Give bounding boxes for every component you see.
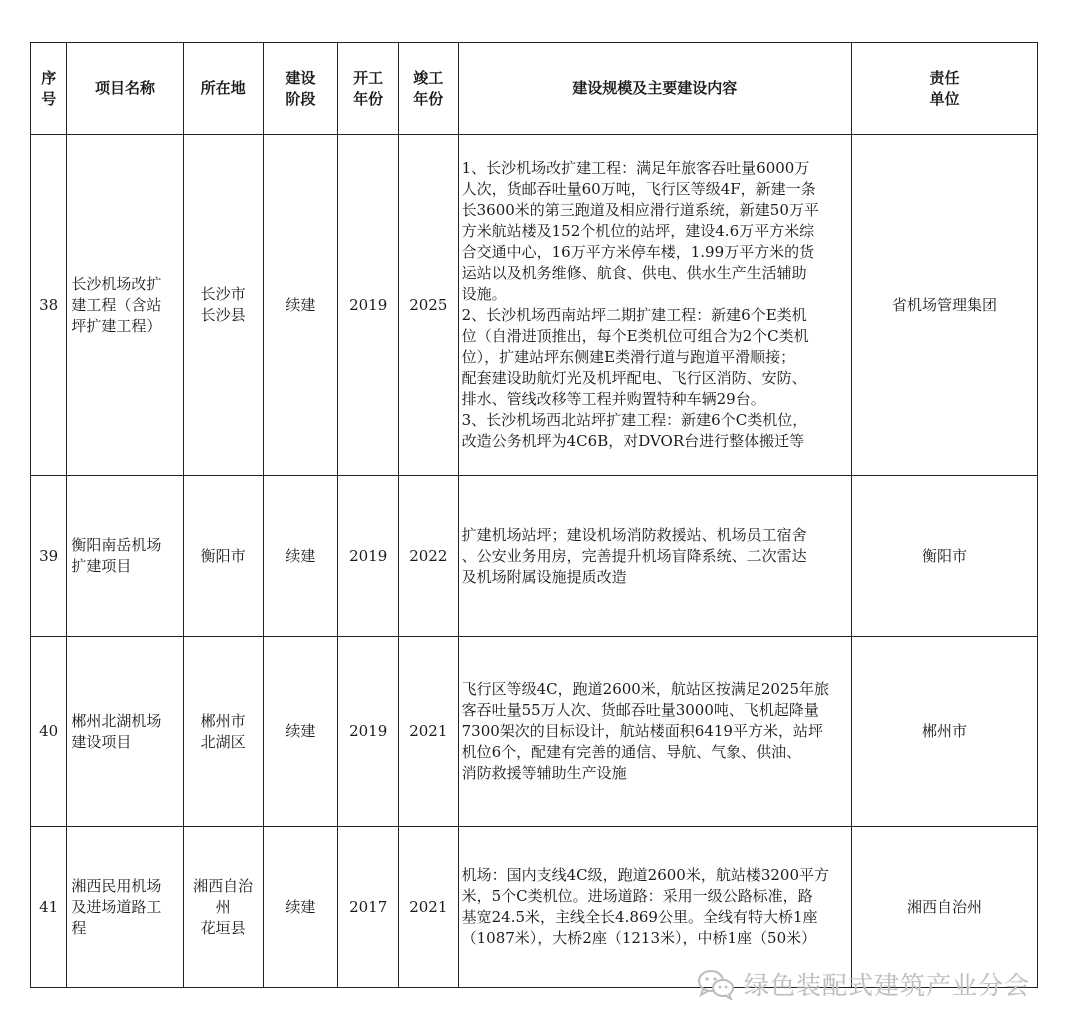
- row-end-year: 2022: [398, 476, 458, 637]
- row-project-name: 衡阳南岳机场 扩建项目: [67, 476, 183, 637]
- row-stage: 续建: [263, 476, 338, 637]
- project-table: [30, 42, 1038, 988]
- row-content: 1、长沙机场改扩建工程：满足年旅客吞吐量6000万 人次，货邮吞吐量60万吨，飞行区等级4F，新建一条 长3600米的第三跑道及相应滑行道系统，新建50万平 方米航站楼及152个机位的站坪，建设4.6万平方米综 合交通中心，16万平方米停车楼，1.99万平方米的货 运站以及机务维修、航食、供电、供水生产生活辅助 设施。 2、长沙机场西南站坪二期扩建工程：新建6个E类机 位（自滑进顶推出，每个E类机位可组合为2个C类机 位），扩建站坪东侧建E类滑行道与跑道平滑顺接； 配套建设助航灯光及机坪配电、飞行区消防、安防、 排水、管线改移等工程并购置特种车辆29台。 3、长沙机场西北站坪扩建工程：新建6个C类机位， 改造公务机坪为4C6B，对DVOR台进行整体搬迁等: [458, 135, 851, 476]
- row-project-name: 湘西民用机场 及进场道路工 程: [67, 827, 183, 988]
- row-seq: 39: [31, 476, 67, 637]
- header-unit: 责任 单位: [851, 43, 1037, 135]
- row-stage: 续建: [263, 135, 338, 476]
- table-row: [31, 827, 1038, 988]
- row-start-year: 2019: [338, 476, 399, 637]
- row-unit: 湘西自治州: [851, 827, 1037, 988]
- row-stage: 续建: [263, 827, 338, 988]
- row-location: 衡阳市: [183, 476, 263, 637]
- row-end-year: 2021: [398, 637, 458, 827]
- wechat-icon: [696, 968, 736, 1000]
- header-content: 建设规模及主要建设内容: [458, 43, 851, 135]
- row-start-year: 2017: [338, 827, 399, 988]
- header-location: 所在地: [183, 43, 263, 135]
- header-start-year: 开工 年份: [338, 43, 399, 135]
- row-seq: 38: [31, 135, 67, 476]
- watermark-text: 绿色装配式建筑产业分会: [744, 971, 1031, 1000]
- row-start-year: 2019: [338, 135, 399, 476]
- header-end-year: 竣工 年份: [398, 43, 458, 135]
- watermark: [696, 966, 1030, 1002]
- table-row: [31, 476, 1038, 637]
- row-unit: 郴州市: [851, 637, 1037, 827]
- header-stage: 建设 阶段: [263, 43, 338, 135]
- row-stage: 续建: [263, 637, 338, 827]
- row-seq: 40: [31, 637, 67, 827]
- header-seq: 序 号: [31, 43, 67, 135]
- table-row: [31, 135, 1038, 476]
- row-content: 飞行区等级4C，跑道2600米，航站区按满足2025年旅 客吞吐量55万人次、货邮吞吐量3000吨、飞机起降量 7300架次的目标设计，航站楼面积6419平方米，站坪 机位6个，配建有完善的通信、导航、气象、供油、 消防救援等辅助生产设施: [458, 637, 851, 827]
- row-location: 湘西自治 州 花垣县: [183, 827, 263, 988]
- row-unit: 省机场管理集团: [851, 135, 1037, 476]
- header-row: [31, 43, 1038, 135]
- row-location: 郴州市 北湖区: [183, 637, 263, 827]
- row-unit: 衡阳市: [851, 476, 1037, 637]
- row-project-name: 长沙机场改扩 建工程（含站 坪扩建工程）: [67, 135, 183, 476]
- row-content: 机场：国内支线4C级，跑道2600米，航站楼3200平方 米，5个C类机位。进场道路：采用一级公路标准，路 基宽24.5米，主线全长4.869公里。全线有特大桥1座 （1087米），大桥2座（1213米），中桥1座（50米）: [458, 827, 851, 988]
- row-end-year: 2025: [398, 135, 458, 476]
- row-location: 长沙市 长沙县: [183, 135, 263, 476]
- row-project-name: 郴州北湖机场 建设项目: [67, 637, 183, 827]
- row-seq: 41: [31, 827, 67, 988]
- header-name: 项目名称: [67, 43, 183, 135]
- table-row: [31, 637, 1038, 827]
- row-content: 扩建机场站坪；建设机场消防救援站、机场员工宿舍 、公安业务用房，完善提升机场盲降系统、二次雷达 及机场附属设施提质改造: [458, 476, 851, 637]
- row-start-year: 2019: [338, 637, 399, 827]
- row-end-year: 2021: [398, 827, 458, 988]
